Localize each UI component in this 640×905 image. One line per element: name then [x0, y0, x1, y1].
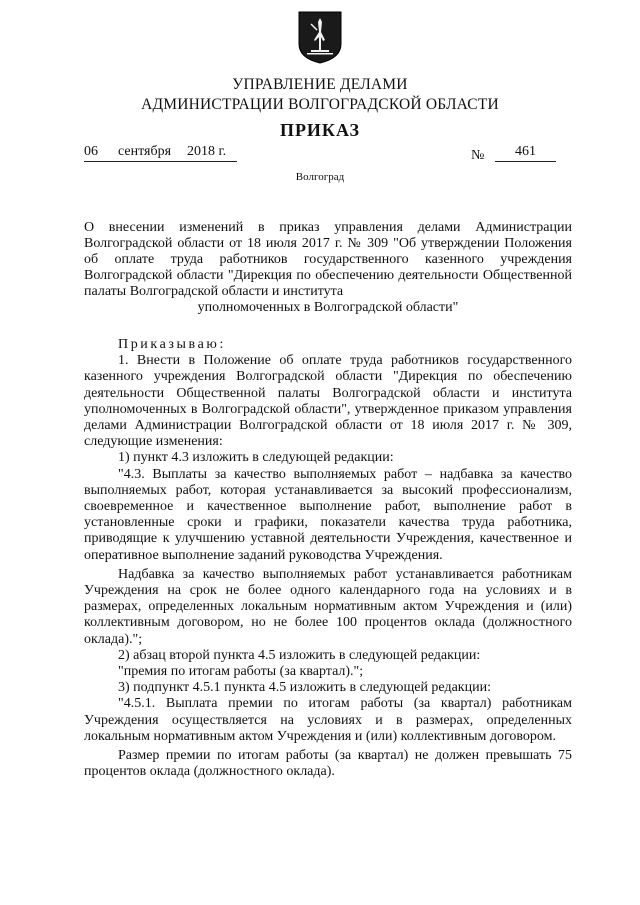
paragraph-1: 1. Внести в Положение об оплате труда работников государственного казенного учреждения Волгоградской области "Дирекция по обеспечению деятельности Общественной палаты Волгоградской области и института уполномоченных в Волгоградской области", утвержденное приказом управления делами Администрации Волгоградской области от 18 июля 2017 г. № 309, следующие изменения:	[84, 353, 572, 450]
date-day: 06	[84, 144, 98, 159]
order-number	[495, 144, 556, 162]
paragraph-4: Надбавка за качество выполняемых работ устанавливается работникам Учреждения на срок не более одного календарного года на условиях и в размерах, определенных локальным нормативным актом Учреждения и (или) коллективным договором, но не более 100 процентов оклада (должностного оклада).";	[84, 566, 572, 647]
paragraph-9: Размер премии по итогам работы (за квартал) не должен превышать 75 процентов оклада (должностного оклада).	[84, 748, 572, 780]
paragraph-5: 2) абзац второй пункта 4.5 изложить в следующей редакции:	[118, 647, 481, 663]
paragraph-3: "4.3. Выплаты за качество выполняемых работ – надбавка за качество выполняемых работ, которая устанавливается за высокий профессионализм, своевременное и качественное выполнение работ, выполнение работ в установленные сроки и графики, показатели качества труда работника, приводящие к улучшению уставной деятельности Учреждения, качественное и оперативное выполнение заданий руководства Учреждения.	[84, 466, 572, 563]
paragraph-2: 1) пункт 4.3 изложить в следующей редакции:	[118, 450, 394, 466]
organization-line-2: АДМИНИСТРАЦИИ ВОЛГОГРАДСКОЙ ОБЛАСТИ	[141, 96, 499, 113]
date-year: 2018 г.	[187, 144, 227, 159]
date-month: сентября	[118, 144, 172, 159]
document-type: ПРИКАЗ	[279, 120, 361, 140]
order-date	[84, 144, 237, 162]
prikaz-heading: Приказываю:	[118, 337, 226, 352]
subject-last-line: уполномоченных в Волгоградской области"	[197, 300, 459, 315]
order-subject	[84, 220, 572, 316]
order-number-value: 461	[515, 144, 536, 159]
coat-of-arms-icon	[297, 10, 343, 64]
organization-line-1: УПРАВЛЕНИЕ ДЕЛАМИ	[232, 76, 408, 93]
paragraph-7: 3) подпункт 4.5.1 пункта 4.5 изложить в следующей редакции:	[118, 680, 491, 696]
city: Волгоград	[295, 171, 345, 183]
number-label: №	[471, 148, 485, 163]
order-body	[84, 337, 572, 780]
paragraph-6: "премия по итогам работы (за квартал).";	[118, 664, 364, 680]
subject-text: О внесении изменений в приказ управления делами Администрации Волгоградской области от 18 июля 2017 г. № 309 "Об утверждении Положения об оплате труда работников государственного казенного учреждения Волгоградской области "Дирекция по обеспечению деятельности Общественной палаты Волгоградской области и института	[84, 220, 572, 299]
paragraph-8: "4.5.1. Выплата премии по итогам работы (за квартал) работникам Учреждения осуществляется на условиях и в размерах, определенных локальным нормативным актом Учреждения и (или) коллективным договором.	[84, 696, 572, 744]
